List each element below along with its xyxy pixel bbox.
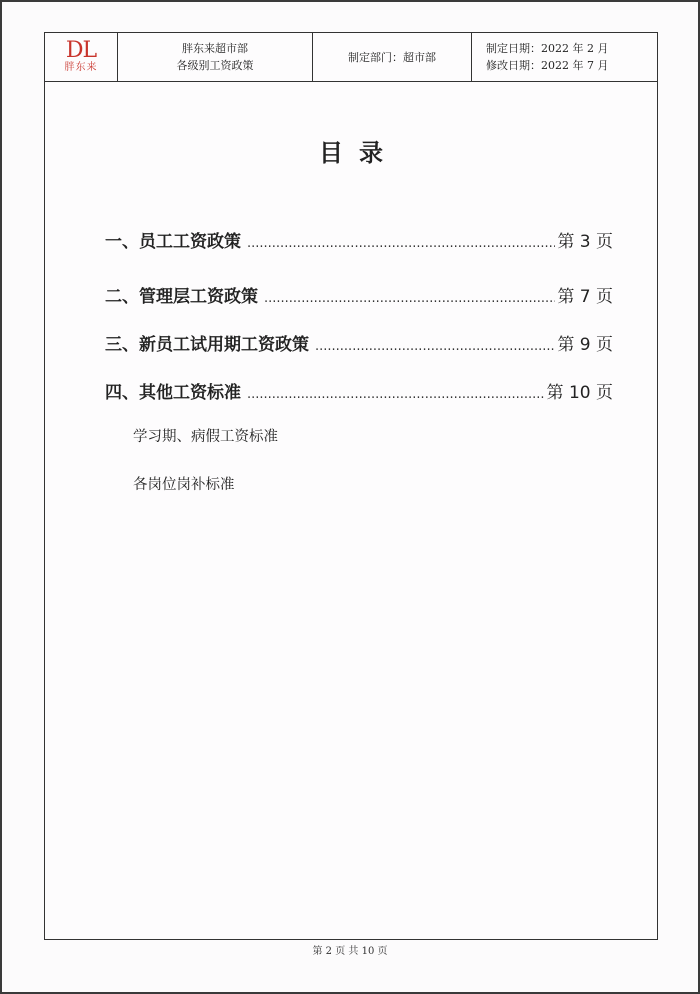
title-cell <box>118 33 313 81</box>
toc-entry-page: 第 7 页 <box>557 287 613 307</box>
toc-entry-2[interactable] <box>105 282 613 307</box>
document-frame <box>44 32 658 940</box>
made-date: 制定日期：2022 年 2 月 <box>486 42 609 55</box>
toc-entry-4[interactable] <box>105 378 613 403</box>
toc-entry-label: 四、其他工资标准 <box>105 383 241 403</box>
dept-label: 制定部门：超市部 <box>348 50 436 64</box>
company-logo: DL <box>65 38 97 63</box>
toc-sub-entry-1[interactable]: 学习期、病假工资标准 <box>133 429 278 445</box>
toc-leader-dots <box>247 236 555 251</box>
doc-title: 各级别工资政策 <box>176 59 254 72</box>
document-header <box>45 33 657 82</box>
toc-leader-dots <box>264 291 555 306</box>
revised-date: 修改日期：2022 年 7 月 <box>486 59 609 72</box>
toc-entry-1[interactable] <box>105 227 613 252</box>
toc-leader-dots <box>315 339 555 354</box>
toc-entry-page: 第 10 页 <box>546 383 613 403</box>
date-cell <box>472 33 657 81</box>
logo-cell <box>45 33 118 81</box>
toc-sub-entry-2[interactable]: 各岗位岗补标准 <box>133 477 235 493</box>
page-footer: 第 2 页 共 10 页 <box>312 946 388 957</box>
toc-entry-page: 第 9 页 <box>557 335 613 355</box>
toc-leader-dots <box>247 387 545 402</box>
dept-cell <box>313 33 472 81</box>
company-name: 胖东来超市部 <box>182 42 248 55</box>
toc-entry-3[interactable] <box>105 330 613 355</box>
toc-entry-label: 一、员工工资政策 <box>105 232 241 252</box>
toc-title: 目录 <box>319 139 399 167</box>
logo-text: 胖东来 <box>64 62 98 73</box>
toc-entry-page: 第 3 页 <box>557 232 613 252</box>
toc-entry-label: 二、管理层工资政策 <box>105 287 258 307</box>
toc-entry-label: 三、新员工试用期工资政策 <box>105 335 309 355</box>
